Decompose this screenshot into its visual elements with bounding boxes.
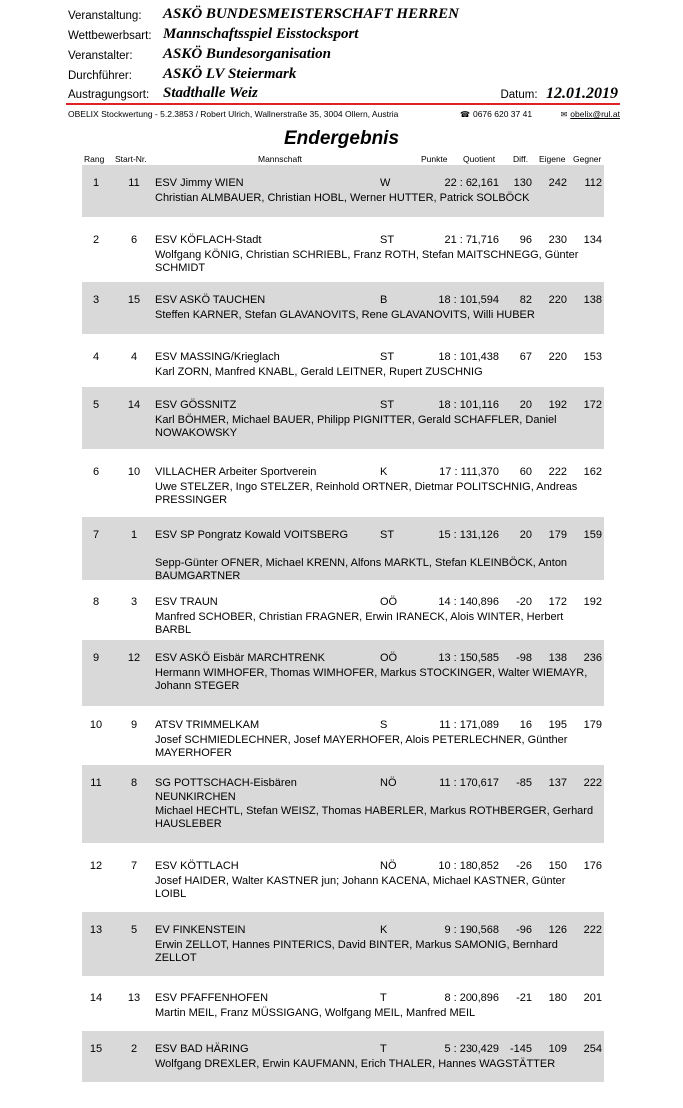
- phone-contact: [460, 109, 532, 119]
- diff-cell: 96: [519, 234, 532, 246]
- region-cell: K: [380, 924, 388, 936]
- team-players: Steffen KARNER, Stefan GLAVANOVITS, Rene GLAVANOVITS, Willi HUBER: [155, 309, 535, 321]
- header-label: Austragungsort:: [68, 89, 150, 101]
- region-cell: T: [380, 992, 387, 1004]
- quotient-cell: 1,370: [471, 466, 499, 478]
- own-score-cell: 150: [548, 860, 567, 872]
- team-name: ESV KÖTTLACH: [155, 860, 239, 872]
- team-players: Michael HECHTL, Stefan WEISZ, Thomas HABERLER, Markus ROTHBERGER, Gerhard HAUSLEBER: [155, 805, 594, 830]
- header-value: Mannschaftsspiel Eisstocksport: [163, 26, 359, 42]
- table-row: [82, 707, 604, 763]
- quotient-cell: 1,126: [471, 529, 499, 541]
- team-players: Josef HAIDER, Walter KASTNER jun; Johann KACENA, Michael KASTNER, Günter LOIBL: [155, 875, 566, 900]
- region-cell: OÖ: [380, 652, 398, 664]
- points-cell: 22 : 6: [444, 177, 472, 189]
- table-row: [82, 640, 604, 706]
- start-number-cell: 2: [130, 1043, 138, 1055]
- region-cell: T: [380, 1043, 387, 1055]
- header-label: Wettbewerbsart:: [68, 30, 152, 42]
- start-number-cell: 3: [130, 596, 138, 608]
- opponent-score-cell: 162: [583, 466, 602, 478]
- table-row: [82, 222, 604, 282]
- own-score-cell: 230: [548, 234, 567, 246]
- opponent-score-cell: 159: [583, 529, 602, 541]
- page-title: Endergebnis: [283, 128, 400, 149]
- region-cell: ST: [380, 234, 395, 246]
- team-name: ESV PFAFFENHOFEN: [155, 992, 269, 1004]
- table-row: [82, 912, 604, 976]
- points-cell: 11 : 17: [439, 719, 472, 731]
- header-label: Durchführer:: [68, 70, 132, 82]
- points-cell: 5 : 23: [444, 1043, 472, 1055]
- quotient-cell: 0,852: [471, 860, 499, 872]
- points-cell: 13 : 15: [438, 652, 472, 664]
- region-cell: ST: [380, 351, 395, 363]
- region-cell: NÖ: [380, 777, 397, 789]
- region-cell: OÖ: [380, 596, 398, 608]
- rang-cell: 4: [92, 351, 100, 363]
- start-number-cell: 13: [127, 992, 141, 1004]
- header-row-veranstalter: [68, 46, 628, 66]
- diff-cell: 16: [519, 719, 532, 731]
- start-number-cell: 12: [127, 652, 141, 664]
- start-number-cell: 11: [128, 177, 140, 189]
- team-players: Josef SCHMIEDLECHNER, Josef MAYERHOFER, Alois PETERLECHNER, Günther MAYERHOFER: [155, 734, 568, 759]
- table-row: [82, 165, 604, 217]
- own-score-cell: 180: [548, 992, 567, 1004]
- rang-cell: 10: [89, 719, 103, 731]
- points-cell: 18 : 10: [438, 351, 472, 363]
- opponent-score-cell: 153: [583, 351, 602, 363]
- region-cell: K: [380, 466, 388, 478]
- mail-icon: ✉: [560, 110, 568, 119]
- rang-cell: 14: [89, 992, 103, 1004]
- team-name: ESV BAD HÄRING: [155, 1043, 249, 1055]
- team-players: Erwin ZELLOT, Hannes PINTERICS, David BINTER, Markus SAMONIG, Bernhard ZELLOT: [155, 939, 558, 964]
- opponent-score-cell: 254: [583, 1043, 602, 1055]
- own-score-cell: 109: [548, 1043, 567, 1055]
- points-cell: 10 : 18: [438, 860, 472, 872]
- quotient-cell: 1,116: [472, 399, 499, 411]
- diff-cell: -98: [516, 652, 532, 664]
- date-label: Datum:: [500, 89, 538, 101]
- points-cell: 18 : 10: [438, 399, 472, 411]
- email-address[interactable]: obelix@rul.at: [570, 109, 620, 119]
- phone-number: 0676 620 37 41: [472, 109, 533, 119]
- region-cell: S: [380, 719, 388, 731]
- start-number-cell: 14: [127, 399, 141, 411]
- table-row: [82, 517, 604, 580]
- column-header-rang: Rang: [84, 154, 105, 164]
- header-row-durchfuehrer: [68, 66, 628, 86]
- header-row-veranstaltung: [68, 6, 628, 26]
- header-row-wettbewerbsart: [68, 26, 628, 46]
- team-name: ESV GÖSSNITZ: [155, 399, 237, 411]
- team-name: ESV Jimmy WIEN: [155, 177, 244, 189]
- team-name: ESV ASKÖ TAUCHEN: [155, 294, 266, 306]
- team-name: EV FINKENSTEIN: [155, 924, 246, 936]
- quotient-cell: 0,896: [471, 992, 499, 1004]
- quotient-cell: 0,568: [471, 924, 499, 936]
- region-cell: ST: [380, 529, 395, 541]
- software-info-bar: [68, 109, 620, 121]
- diff-cell: 20: [519, 529, 532, 541]
- region-cell: NÖ: [380, 860, 397, 872]
- start-number-cell: 4: [130, 351, 138, 363]
- points-cell: 21 : 7: [444, 234, 472, 246]
- own-score-cell: 192: [548, 399, 567, 411]
- column-header-eigene: Eigene: [539, 154, 566, 164]
- email-contact[interactable]: [561, 109, 620, 119]
- team-name: ESV SP Pongratz Kowald VOITSBERG: [155, 529, 348, 541]
- start-number-cell: 8: [130, 777, 138, 789]
- quotient-cell: 0,617: [471, 777, 499, 789]
- column-header-diff: Diff.: [513, 154, 528, 164]
- start-number-cell: 10: [127, 466, 141, 478]
- date-value: 12.01.2019: [546, 85, 618, 102]
- region-cell: B: [380, 294, 388, 306]
- points-cell: 11 : 17: [439, 777, 472, 789]
- points-cell: 15 : 13: [438, 529, 472, 541]
- opponent-score-cell: 222: [583, 777, 602, 789]
- diff-cell: -96: [516, 924, 532, 936]
- team-players: Wolfgang KÖNIG, Christian SCHRIEBL, Franz ROTH, Stefan MAITSCHNEGG, Günter SCHMIDT: [155, 249, 579, 274]
- rang-cell: 2: [92, 234, 100, 246]
- quotient-cell: 1,594: [471, 294, 499, 306]
- points-cell: 8 : 20: [444, 992, 472, 1004]
- header-value: ASKÖ Bundesorganisation: [163, 46, 331, 62]
- table-row: [82, 1031, 604, 1082]
- diff-cell: -21: [516, 992, 532, 1004]
- table-row: [82, 339, 604, 387]
- points-cell: 18 : 10: [438, 294, 472, 306]
- rang-cell: 12: [89, 860, 103, 872]
- quotient-cell: 1,438: [471, 351, 499, 363]
- team-name: SG POTTSCHACH-Eisbären NEUNKIRCHEN: [155, 777, 297, 803]
- own-score-cell: 222: [548, 466, 567, 478]
- column-header-quotient: Quotient: [463, 154, 496, 164]
- start-number-cell: 6: [130, 234, 138, 246]
- quotient-cell: 1,089: [471, 719, 499, 731]
- team-players: Karl ZORN, Manfred KNABL, Gerald LEITNER, Rupert ZUSCHNIG: [155, 366, 483, 378]
- rang-cell: 1: [92, 177, 100, 189]
- header-divider: [66, 103, 620, 105]
- points-cell: 17 : 11: [439, 466, 472, 478]
- team-players: Uwe STELZER, Ingo STELZER, Reinhold ORTNER, Dietmar POLITSCHNIG, Andreas PRESSINGER: [155, 481, 578, 506]
- team-players: Christian ALMBAUER, Christian HOBL, Werner HUTTER, Patrick SOLBÖCK: [155, 192, 530, 204]
- diff-cell: -85: [516, 777, 532, 789]
- points-cell: 9 : 19: [444, 924, 472, 936]
- opponent-score-cell: 201: [583, 992, 602, 1004]
- diff-cell: -20: [516, 596, 532, 608]
- diff-cell: -26: [516, 860, 532, 872]
- header-value: ASKÖ BUNDESMEISTERSCHAFT HERREN: [163, 6, 459, 22]
- opponent-score-cell: 176: [583, 860, 602, 872]
- quotient-cell: 0,429: [471, 1043, 499, 1055]
- start-number-cell: 1: [130, 529, 138, 541]
- start-number-cell: 9: [130, 719, 138, 731]
- team-players: Hermann WIMHOFER, Thomas WIMHOFER, Markus STOCKINGER, Walter WIEMAYR, Johann STEGER: [155, 667, 588, 692]
- team-name: ESV MASSING/Krieglach: [155, 351, 280, 363]
- own-score-cell: 179: [548, 529, 567, 541]
- phone-icon: ☎: [460, 110, 470, 119]
- team-players: Martin MEIL, Franz MÜSSIGANG, Wolfgang MEIL, Manfred MEIL: [155, 1007, 476, 1019]
- diff-cell: 20: [519, 399, 532, 411]
- start-number-cell: 5: [130, 924, 138, 936]
- team-name: ESV ASKÖ Eisbär MARCHTRENK: [155, 652, 325, 664]
- team-players: Karl BÖHMER, Michael BAUER, Philipp PIGNITTER, Gerald SCHAFFLER, Daniel NOWAKOWSKY: [155, 414, 557, 439]
- region-cell: W: [380, 177, 391, 189]
- team-name: ESV TRAUN: [155, 596, 218, 608]
- rang-cell: 15: [89, 1043, 103, 1055]
- quotient-cell: 0,585: [471, 652, 499, 664]
- header-row-austragungsort: [68, 85, 628, 105]
- own-score-cell: 137: [548, 777, 567, 789]
- diff-cell: 60: [519, 466, 532, 478]
- rang-cell: 6: [92, 466, 100, 478]
- team-players: Manfred SCHOBER, Christian FRAGNER, Erwin IRANECK, Alois WINTER, Herbert BARBL: [155, 611, 564, 636]
- diff-cell: 82: [519, 294, 532, 306]
- team-players: Wolfgang DREXLER, Erwin KAUFMANN, Erich THALER, Hannes WAGSTÄTTER: [155, 1058, 556, 1070]
- own-score-cell: 220: [548, 294, 567, 306]
- rang-cell: 5: [92, 399, 100, 411]
- opponent-score-cell: 236: [583, 652, 602, 664]
- rang-cell: 11: [90, 777, 102, 789]
- column-header-gegner: Gegner: [573, 154, 602, 164]
- header-value: Stadthalle Weiz: [163, 85, 258, 101]
- own-score-cell: 195: [548, 719, 567, 731]
- column-header-start: Start-Nr.: [115, 154, 147, 164]
- software-credit: OBELIX Stockwertung - 5.2.3853 / Robert Ulrich, Wallnerstraße 35, 3004 Ollern, Austria: [68, 109, 399, 119]
- rang-cell: 3: [92, 294, 100, 306]
- opponent-score-cell: 112: [584, 177, 602, 189]
- column-header-punkte: Punkte: [421, 154, 448, 164]
- table-row: [82, 387, 604, 449]
- own-score-cell: 138: [548, 652, 567, 664]
- rang-cell: 8: [92, 596, 100, 608]
- team-name: ESV KÖFLACH-Stadt: [155, 234, 262, 246]
- diff-cell: -145: [509, 1043, 532, 1055]
- own-score-cell: 242: [548, 177, 567, 189]
- own-score-cell: 126: [548, 924, 567, 936]
- quotient-cell: 0,896: [471, 596, 499, 608]
- table-row: [82, 584, 604, 640]
- opponent-score-cell: 192: [583, 596, 602, 608]
- own-score-cell: 172: [548, 596, 567, 608]
- table-row: [82, 282, 604, 334]
- team-name: ATSV TRIMMELKAM: [155, 719, 260, 731]
- opponent-score-cell: 222: [583, 924, 602, 936]
- table-row: [82, 848, 604, 910]
- table-row: [82, 454, 604, 516]
- team-name: VILLACHER Arbeiter Sportverein: [155, 466, 317, 478]
- diff-cell: 130: [513, 177, 532, 189]
- start-number-cell: 7: [130, 860, 138, 872]
- own-score-cell: 220: [548, 351, 567, 363]
- column-header-mannschaft: Mannschaft: [258, 154, 302, 164]
- quotient-cell: 2,161: [471, 177, 499, 189]
- region-cell: ST: [380, 399, 395, 411]
- start-number-cell: 15: [127, 294, 141, 306]
- header-label: Veranstalter:: [68, 50, 133, 62]
- rang-cell: 9: [92, 652, 100, 664]
- rang-cell: 7: [92, 529, 100, 541]
- header-value: ASKÖ LV Steiermark: [163, 66, 297, 82]
- diff-cell: 67: [519, 351, 532, 363]
- opponent-score-cell: 134: [583, 234, 602, 246]
- table-row: [82, 980, 604, 1027]
- points-cell: 14 : 14: [438, 596, 472, 608]
- opponent-score-cell: 179: [583, 719, 602, 731]
- opponent-score-cell: 172: [583, 399, 602, 411]
- date-field: [500, 85, 618, 103]
- rang-cell: 13: [89, 924, 103, 936]
- quotient-cell: 1,716: [471, 234, 499, 246]
- table-row: [82, 765, 604, 843]
- opponent-score-cell: 138: [583, 294, 602, 306]
- header-label: Veranstaltung:: [68, 10, 142, 22]
- team-players: Sepp-Günter OFNER, Michael KRENN, Alfons MARKTL, Stefan KLEINBÖCK, Anton BAUMGARTNER: [155, 557, 568, 582]
